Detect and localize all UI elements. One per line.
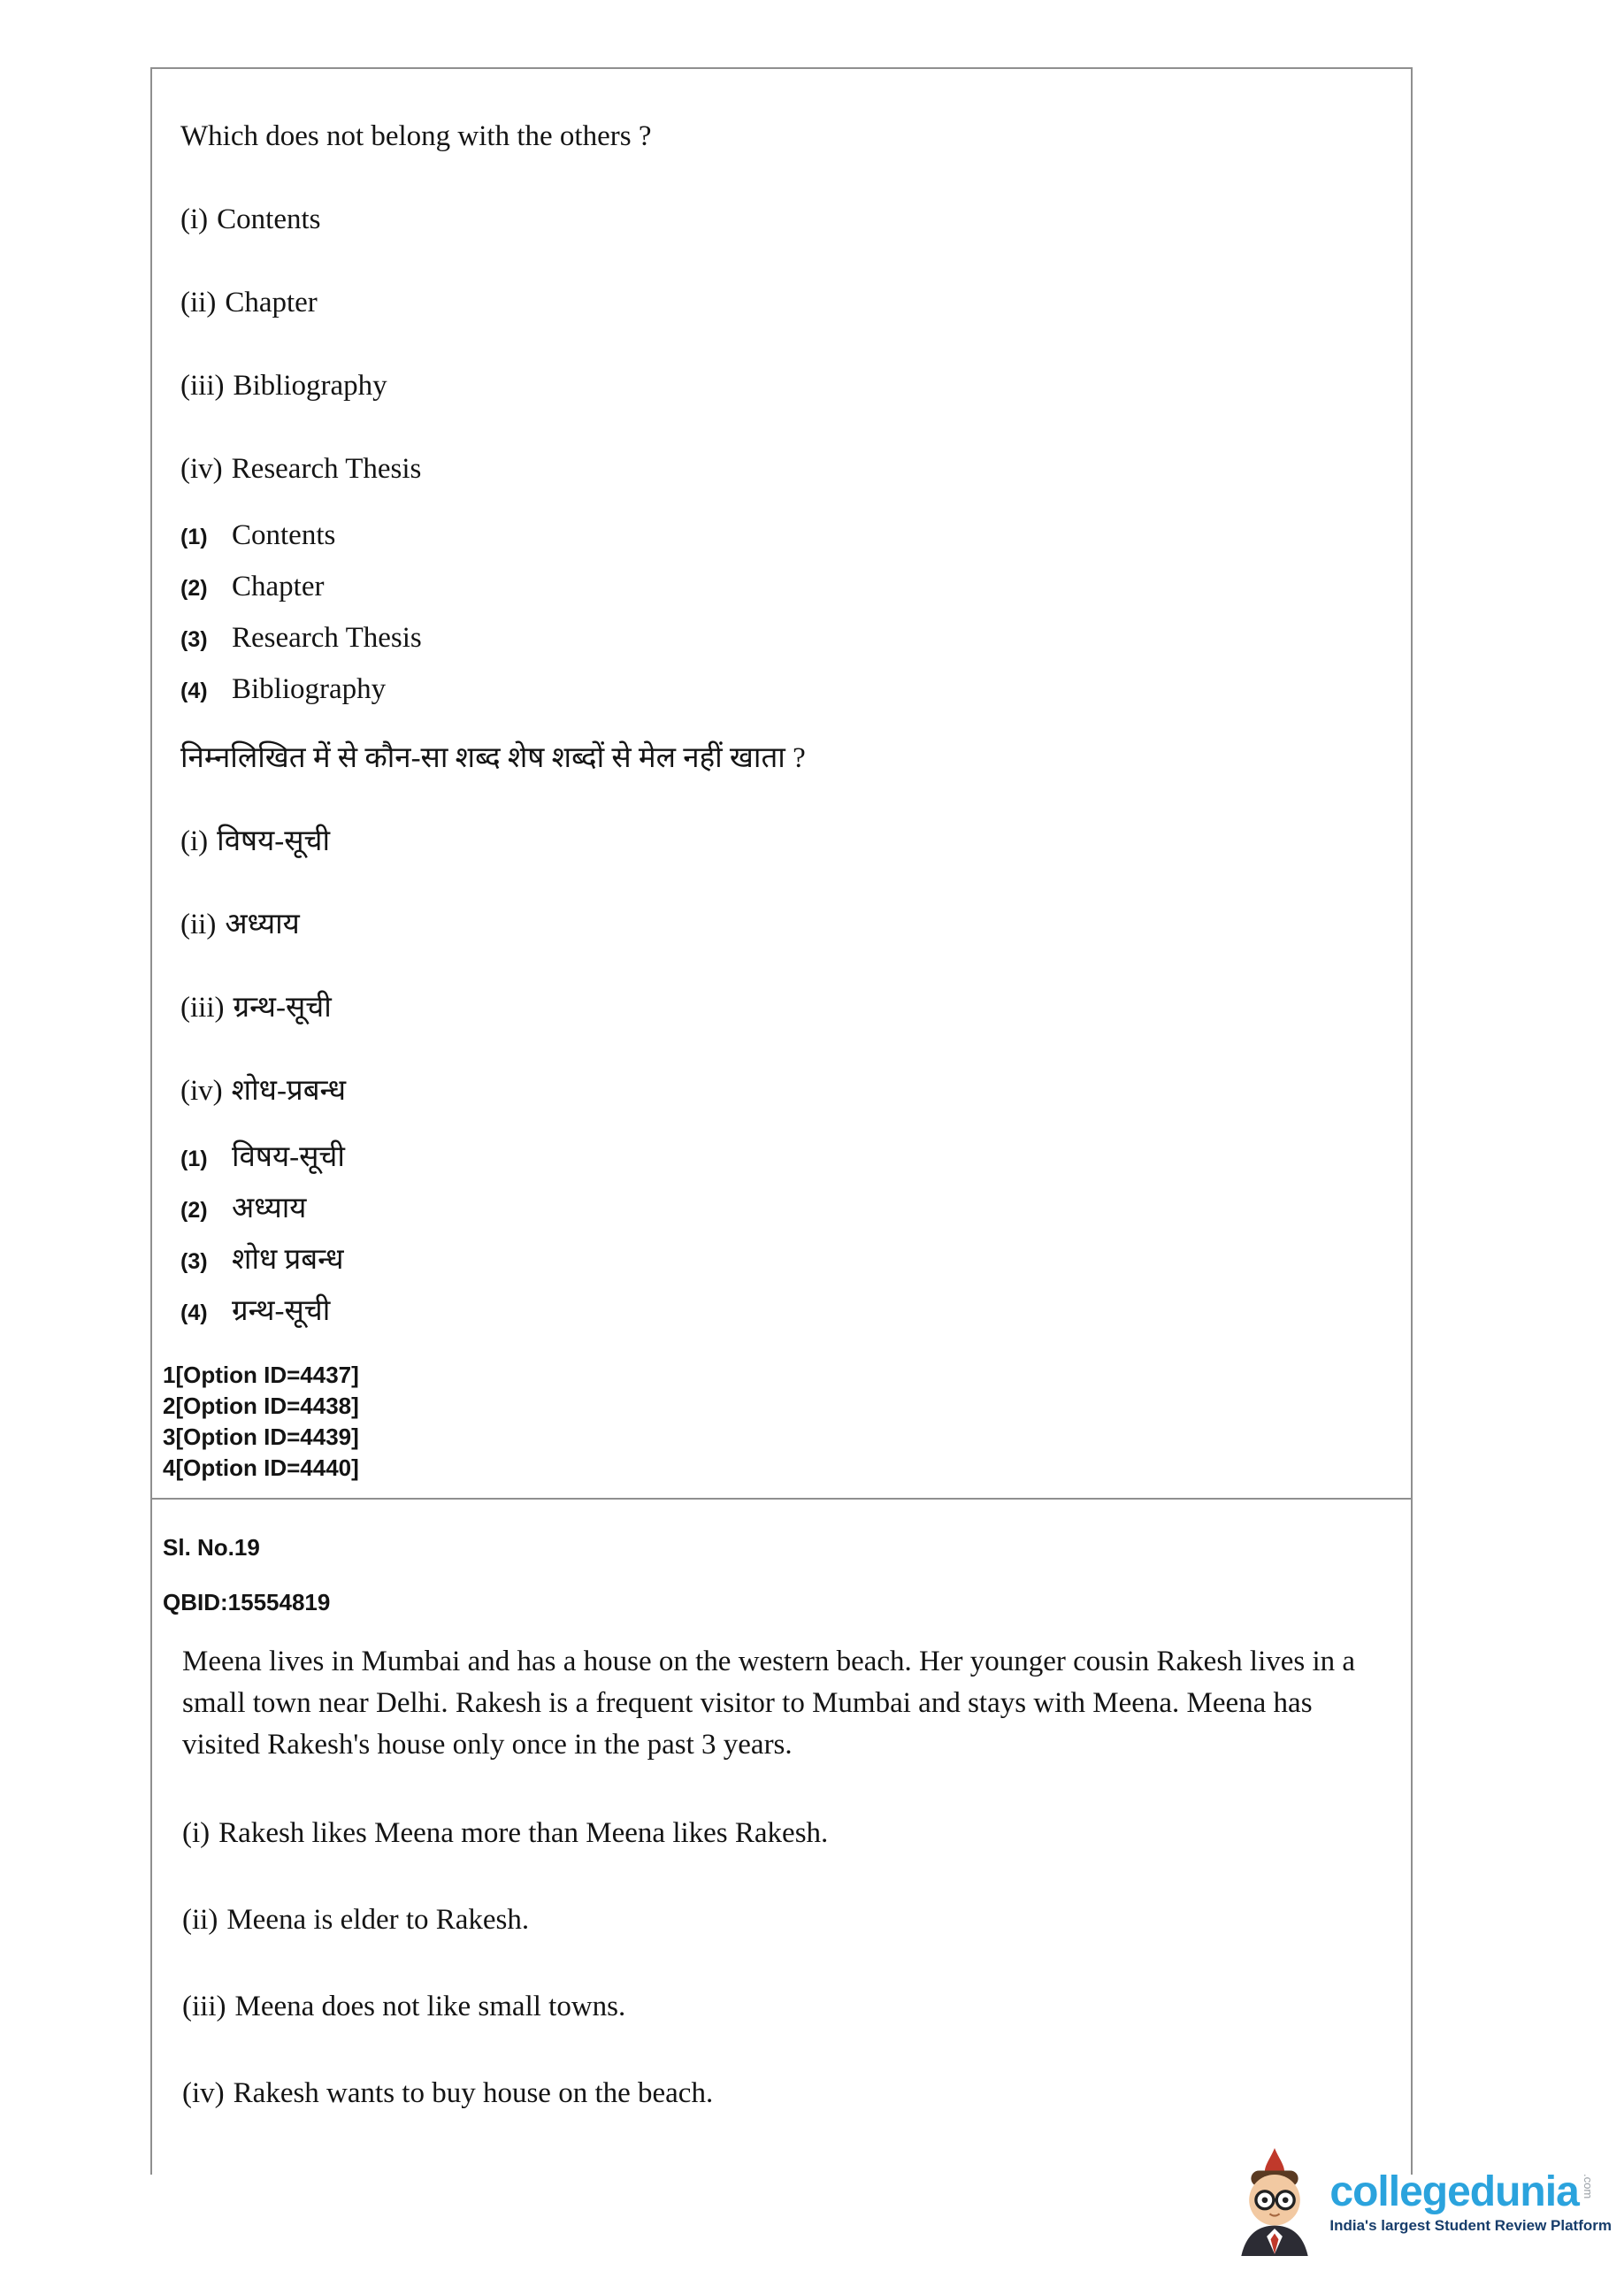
logo-text — [1329, 2170, 1612, 2235]
statement-row — [182, 1900, 1375, 1939]
option-id-line: 2[Option ID=4438] — [163, 1393, 359, 1419]
answer-text: ग्रन्थ-सूची — [232, 1295, 331, 1327]
answer-option-row — [180, 1293, 1390, 1330]
statement-row — [182, 1987, 1375, 2026]
question-text-en: Which does not belong with the others ? — [180, 120, 652, 152]
answer-marker: (4) — [180, 679, 208, 703]
statement-row — [182, 1814, 1375, 1853]
option-text: Contents — [217, 203, 321, 235]
option-marker: (ii) — [180, 909, 217, 940]
answer-text: विषय-सूची — [232, 1141, 345, 1173]
option-row — [180, 1072, 1390, 1109]
option-marker: (iv) — [180, 453, 223, 485]
answer-text: अध्याय — [232, 1193, 307, 1224]
option-id-line: 4[Option ID=4440] — [163, 1454, 359, 1481]
option-row — [180, 823, 1390, 860]
option-marker: (ii) — [180, 287, 217, 318]
brand-name: collegedunia — [1329, 2168, 1579, 2215]
option-id-line: 1[Option ID=4437] — [163, 1362, 359, 1388]
answer-option-row — [180, 1241, 1390, 1278]
qbid: QBID:15554819 — [163, 1589, 331, 1615]
option-id-list — [163, 1360, 1390, 1484]
option-row — [180, 284, 1390, 321]
option-marker: (iii) — [180, 370, 225, 402]
answer-option-row — [180, 517, 1390, 554]
statement-marker: (iv) — [182, 2077, 225, 2109]
brand-tagline: India's largest Student Review Platform — [1329, 2216, 1612, 2234]
option-text: Research Thesis — [231, 453, 422, 485]
answer-text: Contents — [232, 519, 336, 551]
statement-marker: (iii) — [182, 1991, 226, 2022]
question-passage: Meena lives in Mumbai and has a house on the western beach. Her younger cousin Rakesh lives in a small town near Delhi. Rakesh is a frequent visitor to Mumbai and stays with Meena. Meena has visited Rakesh's house only once in the past 3 years. — [182, 1646, 1356, 1761]
statement-text: Meena does not like small towns. — [234, 1991, 626, 2022]
option-marker: (iv) — [180, 1075, 223, 1107]
answer-marker: (1) — [180, 1147, 208, 1171]
answer-option-row — [180, 568, 1390, 605]
option-marker: (iii) — [180, 992, 225, 1024]
option-text: Bibliography — [233, 370, 387, 402]
statement-row — [182, 2074, 1375, 2113]
brand-tld: .com — [1581, 2173, 1595, 2198]
option-row — [180, 906, 1390, 943]
statement-text: Meena is elder to Rakesh. — [226, 1904, 530, 1936]
option-text: शोध-प्रबन्ध — [231, 1075, 346, 1107]
answer-option-row — [180, 619, 1390, 656]
answer-text: Research Thesis — [232, 622, 422, 654]
answer-marker: (4) — [180, 1301, 208, 1325]
statement-text: Rakesh likes Meena more than Meena likes Rakesh. — [218, 1817, 829, 1849]
option-text: Chapter — [225, 287, 318, 318]
serial-number: Sl. No.19 — [163, 1534, 260, 1561]
answer-marker: (1) — [180, 525, 208, 549]
question-2-block — [152, 1500, 1411, 2175]
mascot-icon — [1230, 2148, 1319, 2256]
option-row — [180, 201, 1390, 238]
answer-marker: (2) — [180, 576, 208, 601]
answer-options-en — [163, 517, 1390, 708]
answer-option-row — [180, 1190, 1390, 1227]
option-marker: (i) — [180, 825, 209, 857]
question-table — [150, 67, 1413, 2175]
answer-option-row — [180, 671, 1390, 708]
option-row — [180, 989, 1390, 1026]
answer-marker: (3) — [180, 627, 208, 652]
answer-text: शोध प्रबन्ध — [232, 1244, 344, 1276]
option-id-line: 3[Option ID=4439] — [163, 1423, 359, 1450]
option-text: अध्याय — [225, 909, 300, 940]
answer-text: Chapter — [232, 571, 325, 602]
answer-marker: (3) — [180, 1249, 208, 1274]
answer-option-row — [180, 1139, 1390, 1176]
option-marker: (i) — [180, 203, 209, 235]
question-text-hi: निम्नलिखित में से कौन-सा शब्द शेष शब्दों से मेल नहीं खाता ? — [180, 742, 806, 774]
option-text: विषय-सूची — [217, 825, 331, 857]
option-row — [180, 367, 1390, 404]
answer-marker: (2) — [180, 1198, 208, 1223]
collegedunia-logo — [1230, 2148, 1612, 2256]
answer-text: Bibliography — [232, 673, 387, 705]
statement-text: Rakesh wants to buy house on the beach. — [233, 2077, 714, 2109]
statement-marker: (ii) — [182, 1904, 218, 1936]
option-row — [180, 450, 1390, 487]
answer-options-hi — [163, 1139, 1390, 1330]
question-1-block — [152, 98, 1411, 1498]
option-text: ग्रन्थ-सूची — [233, 992, 332, 1024]
statement-marker: (i) — [182, 1817, 211, 1849]
